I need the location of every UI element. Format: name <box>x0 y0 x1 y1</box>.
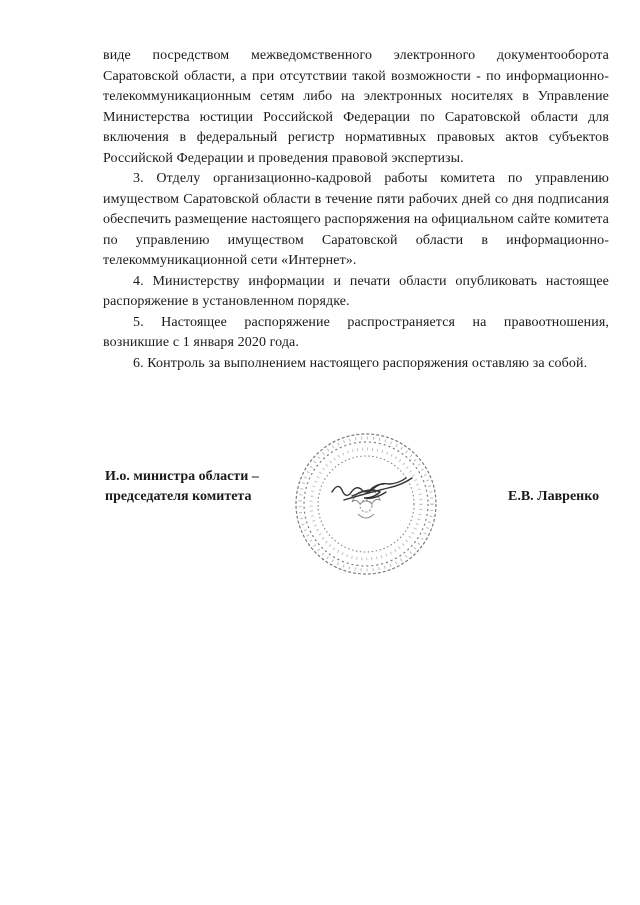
seal-rings <box>296 434 436 574</box>
signatory-position <box>105 467 259 507</box>
official-seal <box>292 430 440 578</box>
paragraph-6: 6. Контроль за выполнением настоящего распоряжения оставляю за собой. <box>133 355 588 371</box>
paragraph-5: 5. Настоящее распоряжение распространяется на правоотношения, возникшие с 1 января 2020 года. <box>103 314 609 350</box>
handwritten-signature <box>332 478 412 500</box>
signatory-position-line2: председателя комитета <box>105 489 252 504</box>
paragraph-continuation: виде посредством межведомственного электронного документооборота Саратовской области, а при отсутствии такой возможности - по информационно-телекоммуникационным сетям либо на электронных носителях в Управление Министерства юстиции Российской Федерации по Саратовской области для включения в федеральный регистр нормативных правовых актов субъектов Российской Федерации и проведения правовой экспертизы. <box>103 48 609 166</box>
paragraph-4: 4. Министерству информации и печати области опубликовать настоящее распоряжение в установленном порядке. <box>103 273 609 309</box>
signatory-name: Е.В. Лавренко <box>508 489 600 504</box>
signatory-position-line1: И.о. министра области – <box>105 469 259 484</box>
document-body <box>103 46 609 374</box>
paragraph-3: 3. Отделу организационно-кадровой работы комитета по управлению имуществом Саратовской области в течение пяти рабочих дней со дня подписания обеспечить размещение настоящего распоряжения на официальном сайте комитета по управлению имуществом Саратовской области в информационно-телекоммуникационной сети «Интернет». <box>103 171 609 268</box>
